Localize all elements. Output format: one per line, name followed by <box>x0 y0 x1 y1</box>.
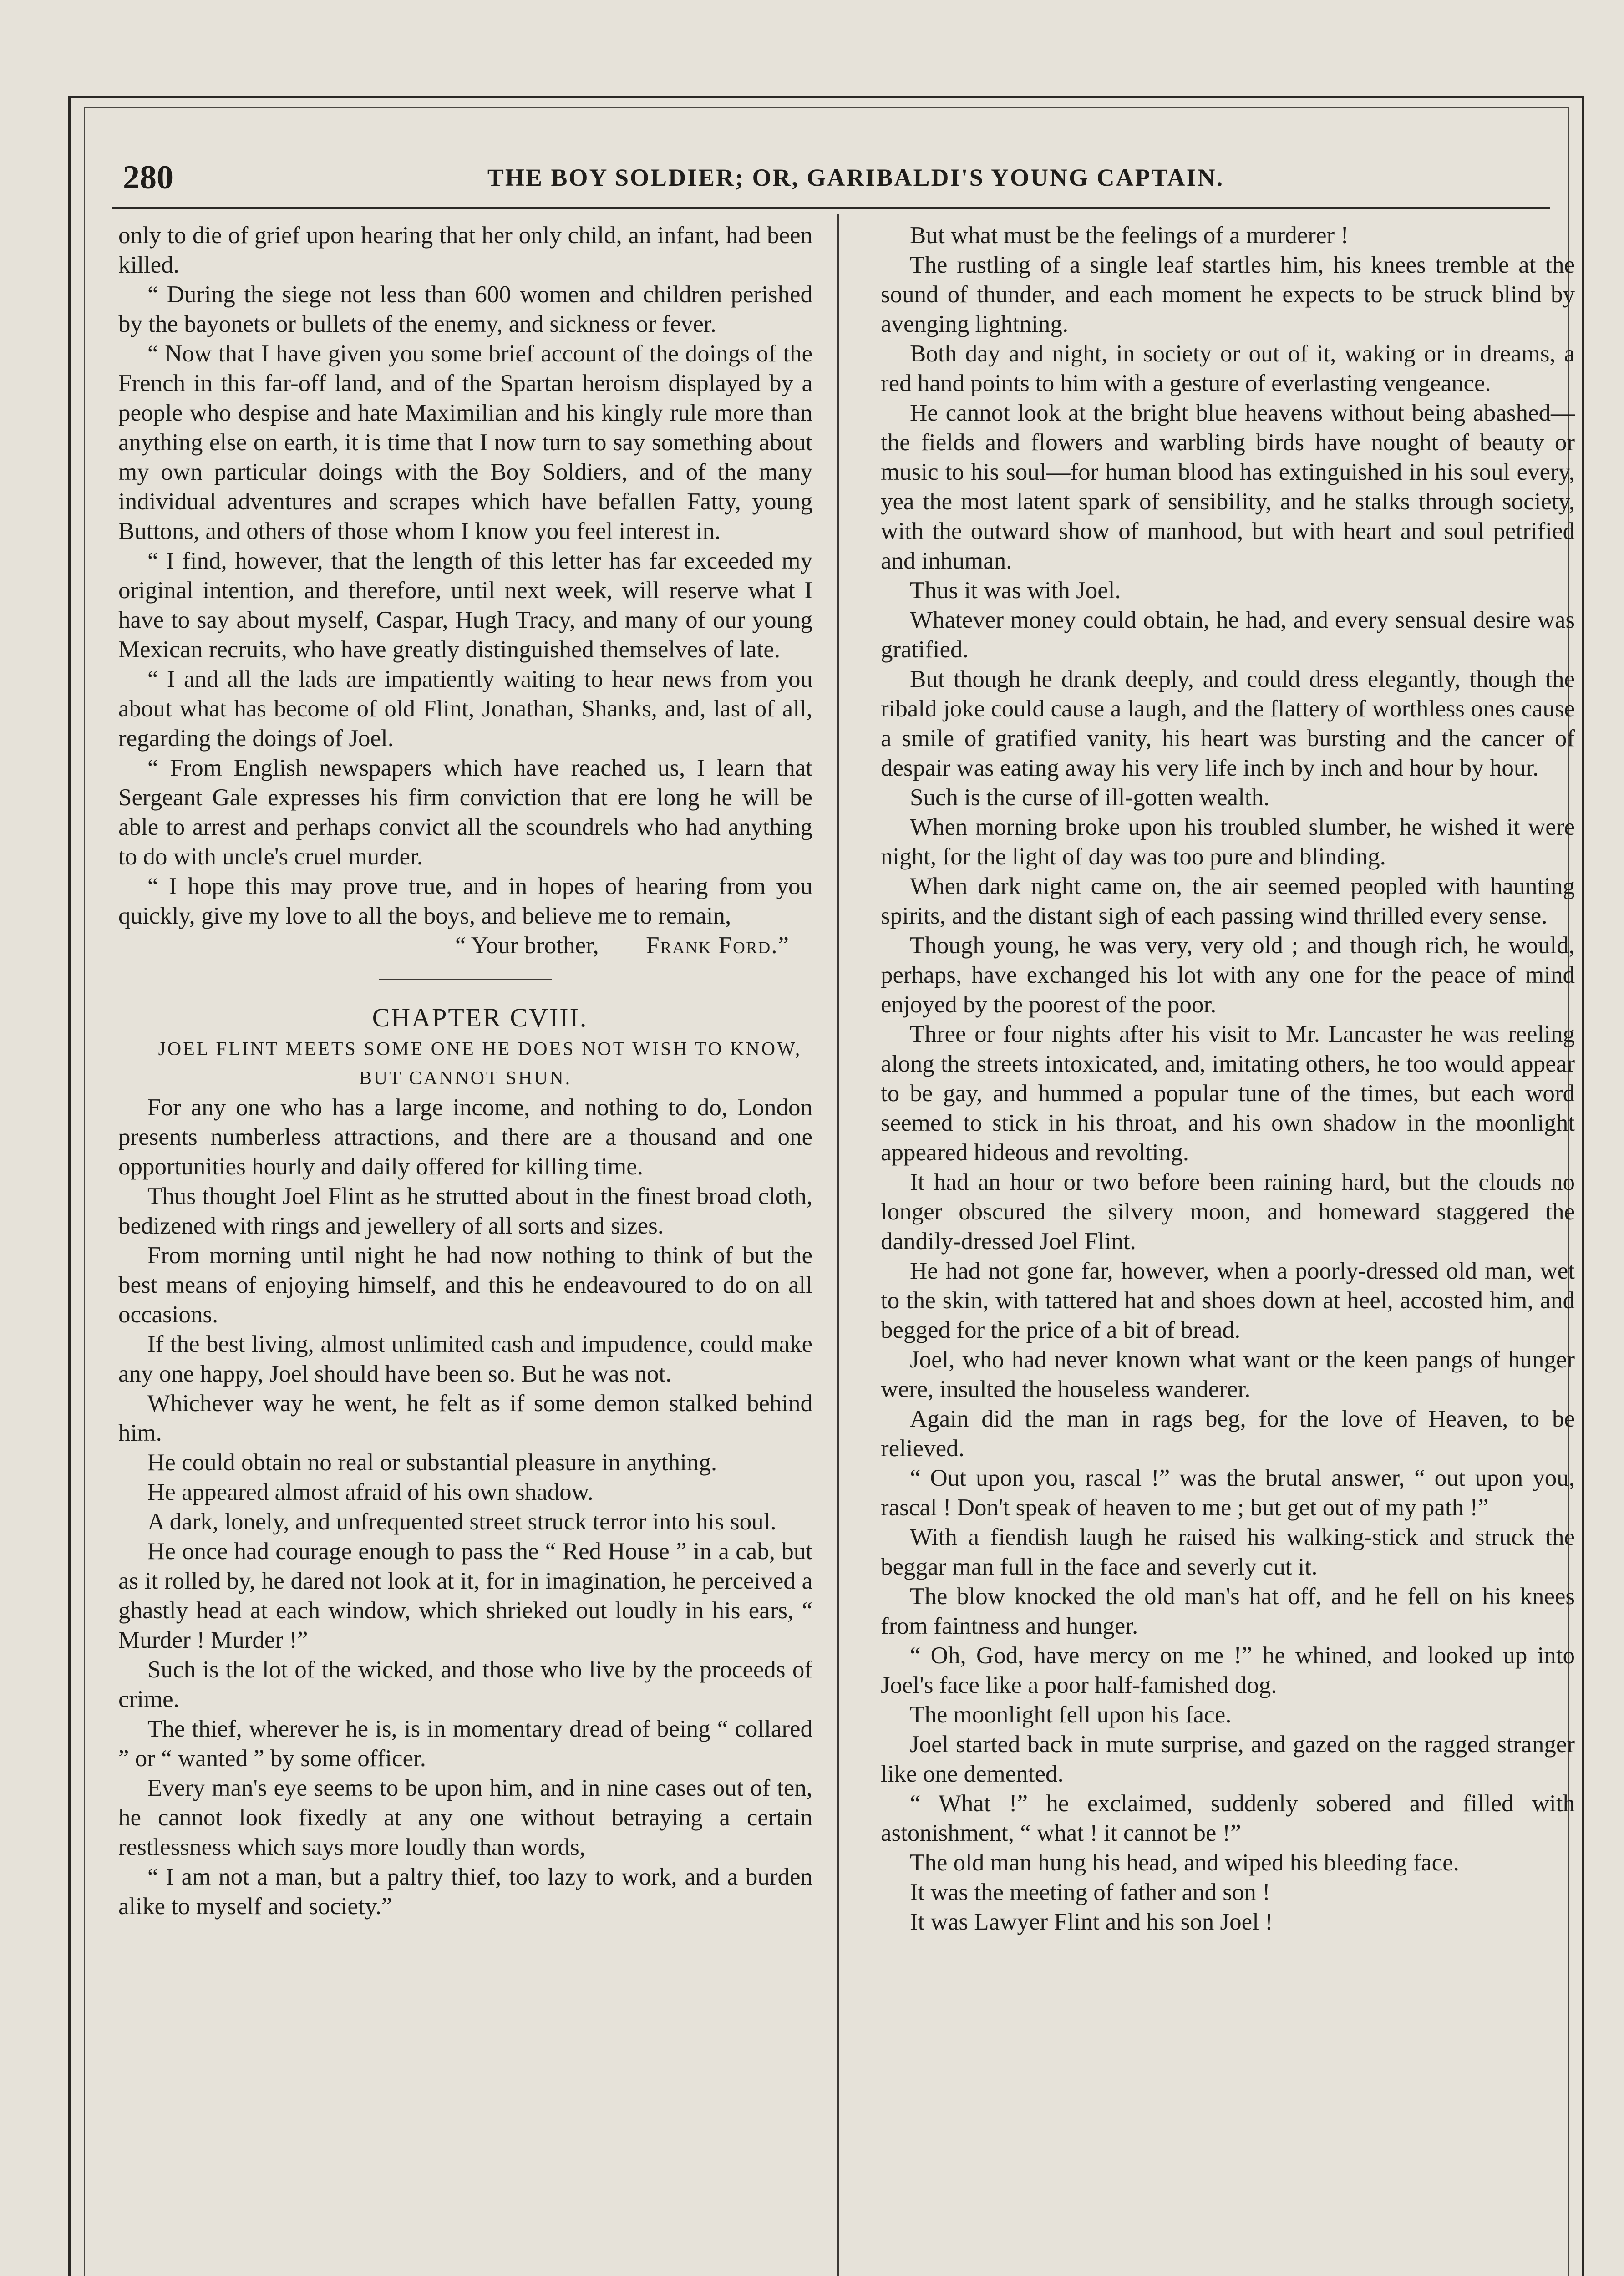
paragraph: “ I hope this may prove true, and in hopes of hearing from you quickly, give my love to all the boys, and believe me to remain, <box>118 873 812 929</box>
page-header <box>123 152 1479 203</box>
paragraph: Again did the man in rags beg, for the love of Heaven, to be relieved. <box>881 1406 1575 1462</box>
paragraph: Every man's eye seems to be upon him, and in nine cases out of ten, he cannot look fixedly at any one without betraying a certain restlessness which says more loudly than words, <box>118 1775 812 1860</box>
paragraph: Both day and night, in society or out of it, waking or in dreams, a red hand points to him with a gesture of everlasting vengeance. <box>881 340 1575 396</box>
paragraph: The rustling of a single leaf startles him, his knees tremble at the sound of thunder, and each moment he expects to be struck blind by avenging lightning. <box>881 252 1575 337</box>
paragraph: Thus it was with Joel. <box>910 577 1121 604</box>
paragraph: He appeared almost afraid of his own shadow. <box>147 1479 594 1505</box>
paragraph: “ Out upon you, rascal !” was the brutal answer, “ out upon you, rascal ! Don't speak of heaven to me ; but get out of my path !” <box>881 1465 1575 1521</box>
paragraph: It was the meeting of father and son ! <box>910 1879 1270 1905</box>
paragraph: He could obtain no real or substantial pleasure in anything. <box>147 1449 717 1476</box>
left-column <box>118 221 812 2276</box>
signoff-name: Frank Ford.” <box>646 932 790 959</box>
signoff-text: “ Your brother, <box>455 932 599 959</box>
paragraph: only to die of grief upon hearing that her only child, an infant, had been killed. <box>118 222 812 278</box>
paragraph: With a fiendish laugh he raised his walking-stick and struck the beggar man full in the face and severly cut it. <box>881 1524 1575 1580</box>
page-number: 280 <box>123 158 173 196</box>
paragraph: Joel started back in mute surprise, and gazed on the ragged stranger like one demented. <box>881 1731 1575 1787</box>
paragraph: “ Now that I have given you some brief account of the doings of the French in this far-off land, and of the Spartan heroism displayed by a people who despise and hate Maximilian and his kingly rule more than anything else on earth, it is time that I now turn to say something about my own particular doings with the Boy Soldiers, and of the many individual adventures and scrapes which have befallen Fatty, young Buttons, and others of those whom I know you feel interest in. <box>118 340 812 544</box>
paragraph: He cannot look at the bright blue heavens without being abashed—the fields and flowers and warbling birds have nought of beauty or music to his soul—for human blood has extinguished in his soul every, yea the most latent spark of sensibility, and he stalks through society, with the outward show of manhood, but with heart and soul petrified and inhuman. <box>881 400 1575 574</box>
paragraph: “ I am not a man, but a paltry thief, too lazy to work, and a burden alike to myself and society.” <box>118 1864 812 1920</box>
paragraph: Three or four nights after his visit to Mr. Lancaster he was reeling along the streets intoxicated, and, imitating others, he too would appear to be gay, and hummed a popular tune of the times, but each word seemed to stick in his throat, and his own shadow in the moonlight appeared hideous and revolting. <box>881 1021 1575 1166</box>
paragraph: Whichever way he went, he felt as if some demon stalked behind him. <box>118 1390 812 1446</box>
paragraph: Such is the lot of the wicked, and those who live by the proceeds of crime. <box>118 1656 812 1712</box>
paragraph: Such is the curse of ill-gotten wealth. <box>910 784 1270 811</box>
paragraph: Whatever money could obtain, he had, and every sensual desire was gratified. <box>881 607 1575 663</box>
paragraph: Though young, he was very, very old ; and though rich, he would, perhaps, have exchanged his lot with any one for the peace of mind enjoyed by the poorest of the poor. <box>881 932 1575 1018</box>
paragraph: “ What !” he exclaimed, suddenly sobered and filled with astonishment, “ what ! it cannot be !” <box>881 1790 1575 1846</box>
column-divider <box>837 214 839 2276</box>
paragraph: “ From English newspapers which have reached us, I learn that Sergeant Gale expresses his firm conviction that ere long he will be able to arrest and perhaps convict all the scoundrels who had anything to do with uncle's cruel murder. <box>118 755 812 870</box>
letter-signoff <box>118 931 812 960</box>
chapter-subtitle: JOEL FLINT MEETS SOME ONE HE DOES NOT WISH TO KNOW, BUT CANNOT SHUN. <box>158 1039 802 1089</box>
paragraph: Thus thought Joel Flint as he strutted about in the finest broad cloth, bedizened with rings and jewellery of all sorts and sizes. <box>118 1183 812 1239</box>
paragraph: From morning until night he had now nothing to think of but the best means of enjoying himself, and this he endeavoured to do on all occasions. <box>118 1242 812 1328</box>
paragraph: He had not gone far, however, when a poorly-dressed old man, wet to the skin, with tattered hat and shoes down at heel, accosted him, and begged for the price of a bit of bread. <box>881 1258 1575 1343</box>
paragraph: But what must be the feelings of a murderer ! <box>910 222 1349 249</box>
paragraph: The blow knocked the old man's hat off, and he fell on his knees from faintness and hunger. <box>881 1583 1575 1639</box>
header-rule <box>112 207 1550 209</box>
paragraph: The old man hung his head, and wiped his bleeding face. <box>910 1849 1459 1876</box>
chapter-rule <box>379 979 552 980</box>
right-column <box>881 221 1575 2276</box>
paragraph: If the best living, almost unlimited cash and impudence, could make any one happy, Joel should have been so. But he was not. <box>118 1331 812 1387</box>
paragraph: “ I and all the lads are impatiently waiting to hear news from you about what has become of old Flint, Jonathan, Shanks, and, last of all, regarding the doings of Joel. <box>118 666 812 752</box>
paragraph: For any one who has a large income, and nothing to do, London presents numberless attractions, and there are a thousand and one opportunities hourly and daily offered for killing time. <box>118 1094 812 1180</box>
paragraph: “ Oh, God, have mercy on me !” he whined, and looked up into Joel's face like a poor half-famished dog. <box>881 1642 1575 1698</box>
paragraph: It was Lawyer Flint and his son Joel ! <box>910 1909 1273 1935</box>
paragraph: The thief, wherever he is, is in momentary dread of being “ collared ” or “ wanted ” by some officer. <box>118 1716 812 1772</box>
paragraph: He once had courage enough to pass the “ Red House ” in a cab, but as it rolled by, he dared not look at it, for in imagination, he perceived a ghastly head at each window, which shrieked out loudly in his ears, “ Murder ! Murder !” <box>118 1538 812 1653</box>
paragraph: When dark night came on, the air seemed peopled with haunting spirits, and the distant sigh of each passing wind thrilled every sense. <box>881 873 1575 929</box>
running-title: THE BOY SOLDIER; OR, GARIBALDI'S YOUNG CAPTAIN. <box>487 164 1224 191</box>
paragraph: “ During the siege not less than 600 women and children perished by the bayonets or bullets of the enemy, and sickness or fever. <box>118 281 812 337</box>
paragraph: When morning broke upon his troubled slumber, he wished it were night, for the light of day was too pure and blinding. <box>881 814 1575 870</box>
chapter-title: CHAPTER CVIII. <box>372 1003 588 1032</box>
paragraph: Joel, who had never known what want or the keen pangs of hunger were, insulted the houseless wanderer. <box>881 1346 1575 1402</box>
paragraph: “ I find, however, that the length of this letter has far exceeded my original intention, and therefore, until next week, will reserve what I have to say about myself, Caspar, Hugh Tracy, and many of our young Mexican recruits, who have greatly distinguished themselves of late. <box>118 548 812 663</box>
paragraph: A dark, lonely, and unfrequented street struck terror into his soul. <box>147 1509 776 1535</box>
paragraph: The moonlight fell upon his face. <box>910 1702 1232 1728</box>
paragraph: It had an hour or two before been raining hard, but the clouds no longer obscured the silvery moon, and homeward staggered the dandily-dressed Joel Flint. <box>881 1169 1575 1255</box>
paragraph: But though he drank deeply, and could dress elegantly, though the ribald joke could cause a laugh, and the flattery of worthless ones cause a smile of gratified vanity, his heart was bursting and the cancer of despair was eating away his very life inch by inch and hour by hour. <box>881 666 1575 781</box>
